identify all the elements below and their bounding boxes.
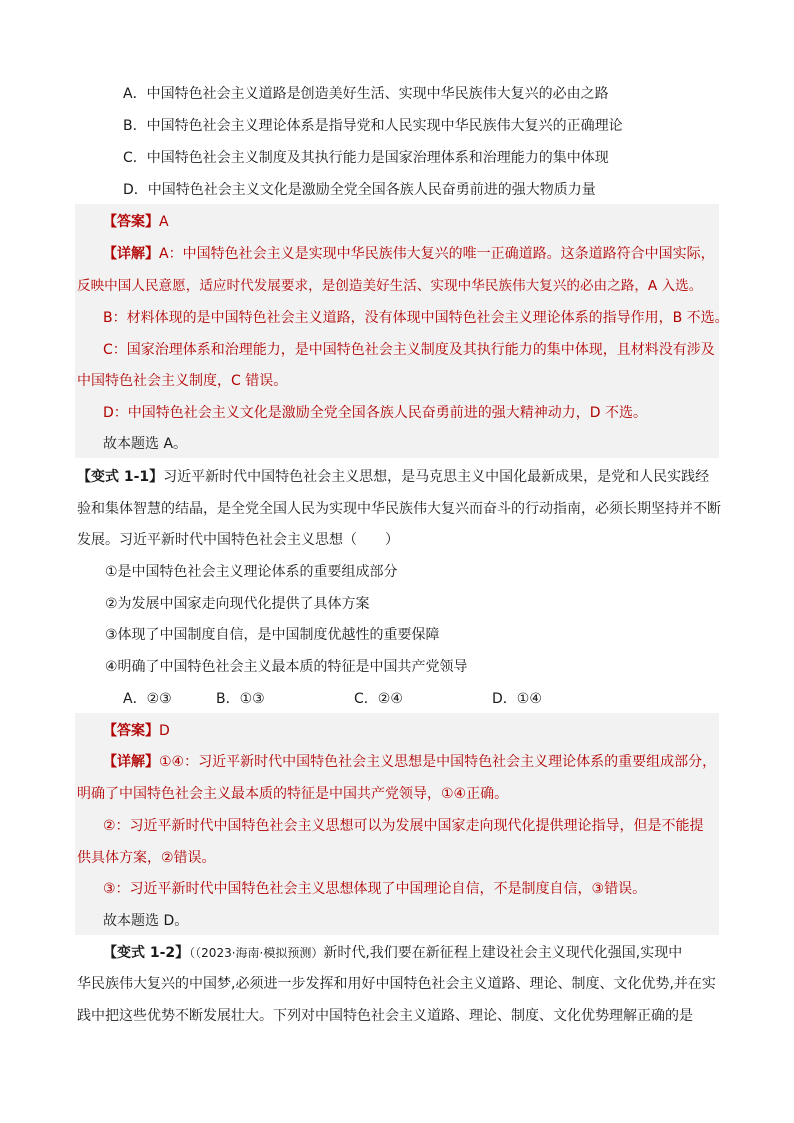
q2-detail-line-4: 供具体方案，②错误。 bbox=[77, 850, 216, 866]
q1-detail-line-6: D：中国特色社会主义文化是激励全党全国各族人民奋勇前进的强大精神动力，D 不选。 bbox=[103, 405, 648, 421]
q1-detail-line-1 bbox=[103, 244, 715, 264]
q1-option-a: A．中国特色社会主义道路是创造美好生活、实现中华民族伟大复兴的必由之路 bbox=[123, 86, 609, 102]
q1-option-c: C．中国特色社会主义制度及其执行能力是国家治理体系和治理能力的集中体现 bbox=[123, 150, 609, 166]
q3-stem-line-1 bbox=[103, 943, 682, 963]
q2-detail-label: 【详解】 bbox=[103, 754, 159, 770]
q2-detail-text-1: ①④：习近平新时代中国特色社会主义思想是中国特色社会主义理论体系的重要组成部分， bbox=[159, 754, 717, 770]
q2-choice-d: D．①④ bbox=[492, 691, 542, 707]
q2-item-2: ②为发展中国家走向现代化提供了具体方案 bbox=[105, 596, 370, 612]
q2-detail-conclusion: 故本题选 D。 bbox=[103, 913, 189, 929]
q1-detail-conclusion: 故本题选 A。 bbox=[103, 436, 188, 452]
q1-detail-text-1: A：中国特色社会主义是实现中华民族伟大复兴的唯一正确道路。这条道路符合中国实际， bbox=[159, 246, 715, 262]
q2-choice-a: A．②③ bbox=[123, 691, 172, 707]
q2-choice-c: C．②④ bbox=[354, 691, 403, 707]
q1-answer-label: 【答案】 bbox=[103, 214, 159, 230]
q2-detail-line-2: 明确了中国特色社会主义最本质的特征是中国共产党领导，①④正确。 bbox=[77, 786, 509, 802]
q1-detail-line-2: 反映中国人民意愿，适应时代发展要求，是创造美好生活、实现中华民族伟大复兴的必由之路，A 入选。 bbox=[77, 278, 703, 294]
q2-answer bbox=[103, 721, 170, 741]
q2-detail-line-5: ③：习近平新时代中国特色社会主义思想体现了中国理论自信，不是制度自信，③错误。 bbox=[103, 881, 647, 897]
q2-choice-b: B．①③ bbox=[216, 691, 265, 707]
q3-label: 【变式 1-2】 bbox=[103, 945, 190, 961]
q2-detail-line-1 bbox=[103, 752, 716, 772]
q1-detail-line-3: B：材料体现的是中国特色社会主义道路，没有体现中国特色社会主义理论体系的指导作用，B 不选。 bbox=[103, 310, 729, 326]
q1-option-b: B．中国特色社会主义理论体系是指导党和人民实现中华民族伟大复兴的正确理论 bbox=[123, 118, 623, 134]
q3-stem-line-2: 华民族伟大复兴的中国梦,必须进一步发挥和用好中国特色社会主义道路、理论、制度、文化优势,并在实 bbox=[77, 976, 716, 992]
q3-stem-line-3: 践中把这些优势不断发展壮大。下列对中国特色社会主义道路、理论、制度、文化优势理解正确的是 bbox=[77, 1008, 693, 1024]
q1-detail-label: 【详解】 bbox=[103, 246, 159, 262]
q2-stem-line-1 bbox=[77, 467, 709, 487]
q2-stem-line-2: 验和集体智慧的结晶，是全党全国人民为实现中华民族伟大复兴而奋斗的行动指南，必须长期坚持并不断 bbox=[77, 501, 721, 517]
q3-stem-text-1: 新时代,我们要在新征程上建设社会主义现代化强国,实现中 bbox=[323, 945, 683, 961]
q1-answer-value: A bbox=[159, 214, 169, 230]
q2-item-1: ①是中国特色社会主义理论体系的重要组成部分 bbox=[105, 564, 398, 580]
q2-stem-line-3: 发展。习近平新时代中国特色社会主义思想（ ） bbox=[77, 532, 399, 548]
q1-detail-line-4: C：国家治理体系和治理能力，是中国特色社会主义制度及其执行能力的集中体现，且材料没有涉及 bbox=[103, 342, 715, 358]
q2-detail-line-3: ②：习近平新时代中国特色社会主义思想可以为发展中国家走向现代化提供理论指导，但是不能提 bbox=[103, 818, 704, 834]
q2-label: 【变式 1-1】 bbox=[77, 469, 164, 485]
q1-option-d: D．中国特色社会主义文化是激励全党全国各族人民奋勇前进的强大物质力量 bbox=[123, 182, 596, 198]
q2-answer-value: D bbox=[159, 723, 170, 739]
q2-answer-label: 【答案】 bbox=[103, 723, 159, 739]
q1-answer bbox=[103, 212, 169, 232]
q3-source: （（2023·海南·模拟预测） bbox=[189, 946, 324, 960]
q2-item-3: ③体现了中国制度自信，是中国制度优越性的重要保障 bbox=[105, 627, 440, 643]
q2-stem-text-1: 习近平新时代中国特色社会主义思想，是马克思主义中国化最新成果，是党和人民实践经 bbox=[163, 469, 710, 485]
q1-detail-line-5: 中国特色社会主义制度，C 错误。 bbox=[77, 373, 288, 389]
q2-item-4: ④明确了中国特色社会主义最本质的特征是中国共产党领导 bbox=[105, 659, 468, 675]
